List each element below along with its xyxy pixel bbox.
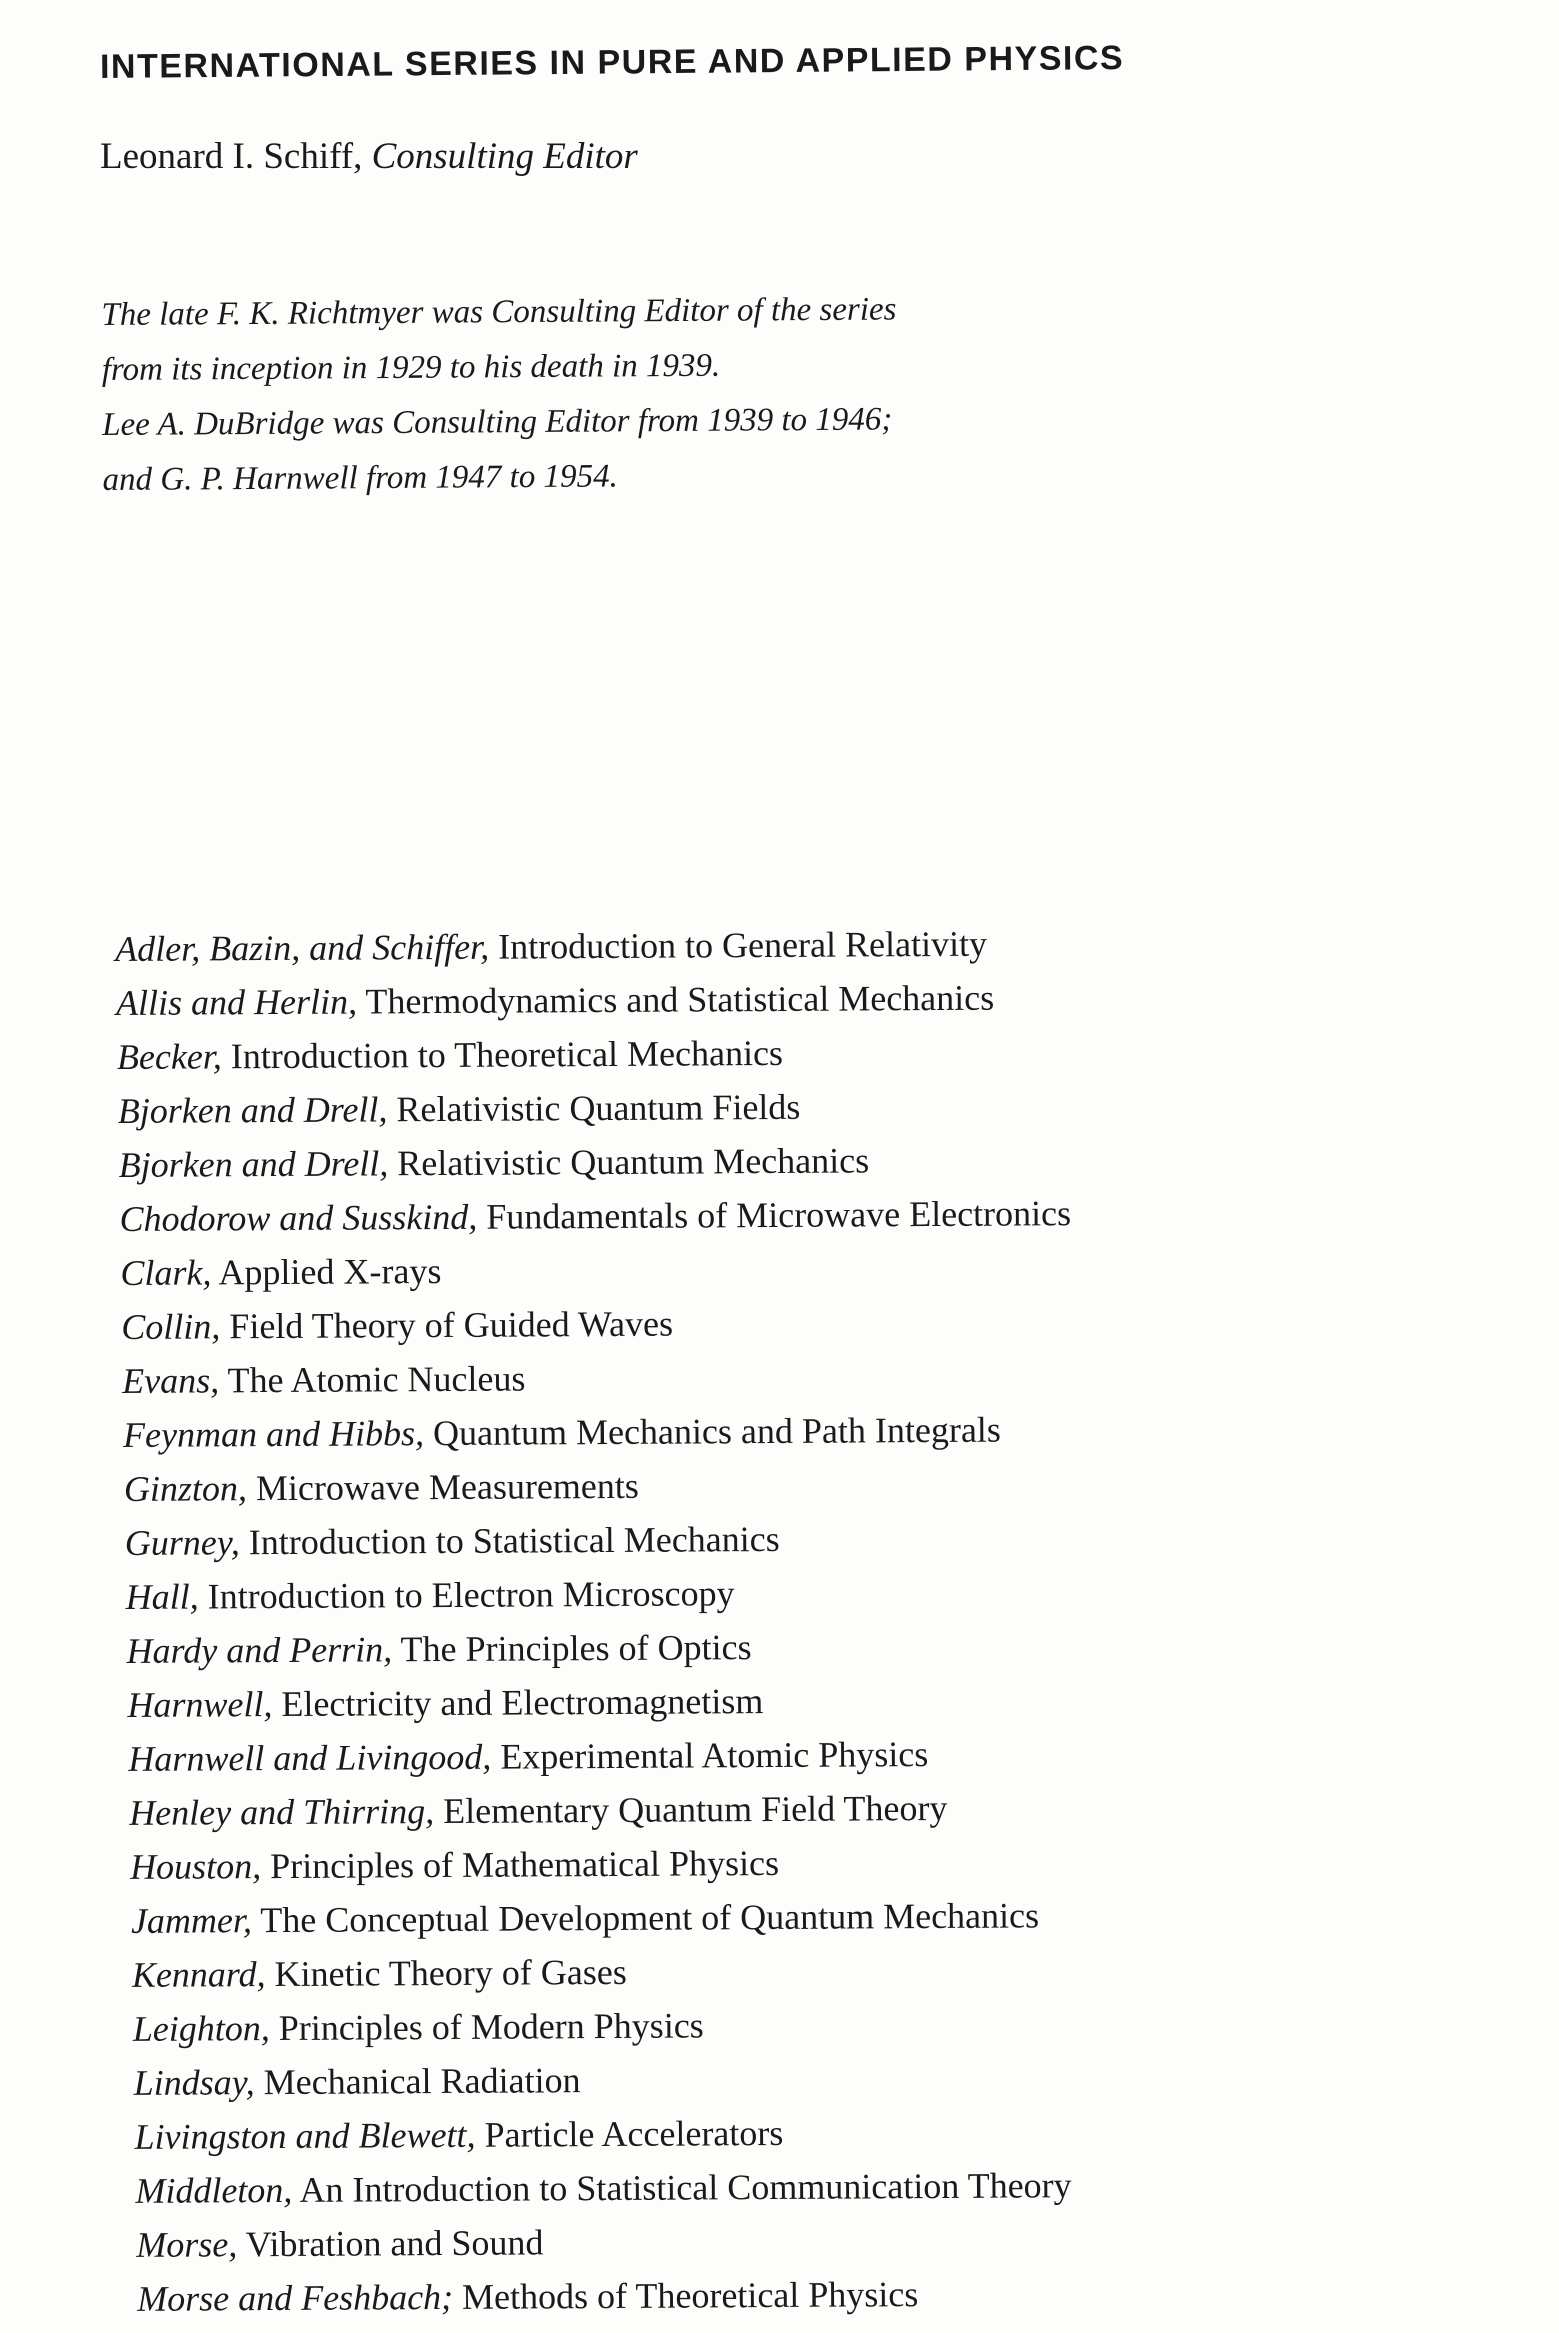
book-entry — [119, 1618, 1074, 1678]
book-title: Electricity and Electromagnetism — [272, 1681, 764, 1725]
book-authors: Bjorken and Drell, — [117, 1089, 388, 1131]
book-title: Relativistic Quantum Fields — [387, 1086, 801, 1130]
book-title: Elementary Quantum Field Theory — [434, 1787, 948, 1832]
book-title: Quantum Mechanics and Path Integrals — [423, 1409, 1001, 1454]
book-entry — [120, 1672, 1075, 1732]
book-title: Introduction to Electron Microscopy — [198, 1573, 735, 1617]
book-entry — [117, 1294, 1072, 1354]
editor-role: Consulting Editor — [371, 136, 638, 177]
book-entry — [121, 1834, 1076, 1894]
series-title: INTERNATIONAL SERIES IN PURE AND APPLIED PHYSICS — [99, 39, 1125, 86]
editor-name: Leonard I. Schiff, — [100, 136, 363, 177]
book-title: Thermodynamics and Statistical Mechanics — [356, 977, 995, 1022]
book-authors: Gurney, — [124, 1522, 240, 1563]
book-authors: Kennard, — [131, 1954, 266, 1995]
book-title: Principles of Mathematical Physics — [261, 1842, 780, 1887]
book-authors: Houston, — [129, 1846, 262, 1887]
book-entry — [122, 1996, 1077, 2056]
book-authors: Ginzton, — [123, 1468, 248, 1509]
book-title: Experimental Atomic Physics — [491, 1734, 929, 1777]
book-entry — [123, 2266, 1078, 2326]
book-title: The Conceptual Development of Quantum Mechanics — [251, 1895, 1040, 1941]
book-title: Introduction to Statistical Mechanics — [239, 1518, 780, 1563]
book-authors: Morse, — [136, 2224, 238, 2265]
book-title: Kinetic Theory of Gases — [265, 1951, 627, 1995]
book-list — [115, 916, 1078, 2326]
book-title: Methods of Theoretical Physics — [452, 2274, 919, 2317]
book-entry — [123, 2158, 1078, 2218]
book-authors: Feynman and Hibbs, — [122, 1413, 425, 1455]
book-entry — [122, 2050, 1077, 2110]
book-title: Vibration and Sound — [237, 2222, 544, 2265]
book-entry — [120, 1726, 1075, 1786]
book-title: Introduction to Theoretical Mechanics — [221, 1032, 784, 1077]
book-entry — [120, 1780, 1075, 1840]
book-authors: Hardy and Perrin, — [126, 1629, 393, 1671]
book-authors: Morse and Feshbach; — [137, 2276, 454, 2319]
book-title: Principles of Modern Physics — [269, 2005, 704, 2049]
book-entry — [115, 916, 1070, 976]
book-entry — [118, 1348, 1073, 1408]
book-entry — [121, 1888, 1076, 1948]
book-entry — [115, 970, 1070, 1030]
book-title: An Introduction to Statistical Communication Theory — [292, 2165, 1072, 2210]
book-title: Mechanical Radiation — [254, 2060, 581, 2103]
book-authors: Bjorken and Drell, — [118, 1143, 389, 1185]
book-authors: Livingston and Blewett, — [134, 2114, 476, 2157]
book-authors: Harnwell, — [127, 1684, 273, 1725]
history-line: and G. P. Harnwell from 1947 to 1954. — [102, 458, 618, 498]
book-authors: Collin, — [121, 1306, 221, 1347]
consulting-editor — [100, 135, 638, 178]
book-authors: Adler, Bazin, and Schiffer, — [115, 926, 490, 969]
book-title: The Atomic Nucleus — [219, 1358, 526, 1401]
book-title: Applied X-rays — [211, 1251, 442, 1293]
book-authors: Henley and Thirring, — [129, 1791, 435, 1833]
book-entry — [117, 1186, 1072, 1246]
book-authors: Clark, — [120, 1252, 212, 1293]
history-line: from its inception in 1929 to his death in 1939. — [101, 347, 721, 389]
book-title: Introduction to General Relativity — [489, 923, 988, 967]
book-authors: Becker, — [116, 1036, 222, 1077]
history-line: Lee A. DuBridge was Consulting Editor from 1939 to 1946; — [102, 401, 893, 443]
book-entry — [119, 1564, 1074, 1624]
book-entry — [118, 1456, 1073, 1516]
book-entry — [118, 1402, 1073, 1462]
book-entry — [116, 1024, 1071, 1084]
book-authors: Allis and Herlin, — [115, 981, 358, 1023]
book-title: Field Theory of Guided Waves — [220, 1303, 674, 1347]
editor-history — [101, 282, 898, 508]
book-title: Particle Accelerators — [475, 2112, 784, 2155]
book-title: Relativistic Quantum Mechanics — [388, 1140, 870, 1184]
book-entry — [117, 1240, 1072, 1300]
book-authors: Hall, — [125, 1576, 199, 1617]
book-entry — [121, 1942, 1076, 2002]
book-title: Fundamentals of Microwave Electronics — [477, 1193, 1072, 1237]
book-authors: Harnwell and Livingood, — [128, 1736, 492, 1779]
book-authors: Leighton, — [132, 2008, 270, 2049]
book-authors: Evans, — [122, 1360, 220, 1401]
book-authors: Chodorow and Susskind, — [119, 1196, 478, 1239]
book-authors: Lindsay, — [133, 2062, 255, 2103]
book-authors: Jammer, — [130, 1900, 253, 1941]
history-line: The late F. K. Richtmyer was Consulting Editor of the series — [101, 291, 897, 334]
book-entry — [116, 1132, 1071, 1192]
book-entry — [123, 2212, 1078, 2272]
book-title: The Principles of Optics — [392, 1627, 752, 1670]
book-entry — [116, 1078, 1071, 1138]
book-entry — [119, 1510, 1074, 1570]
book-entry — [122, 2104, 1077, 2164]
book-title: Microwave Measurements — [246, 1465, 639, 1509]
book-authors: Middleton, — [135, 2169, 293, 2211]
